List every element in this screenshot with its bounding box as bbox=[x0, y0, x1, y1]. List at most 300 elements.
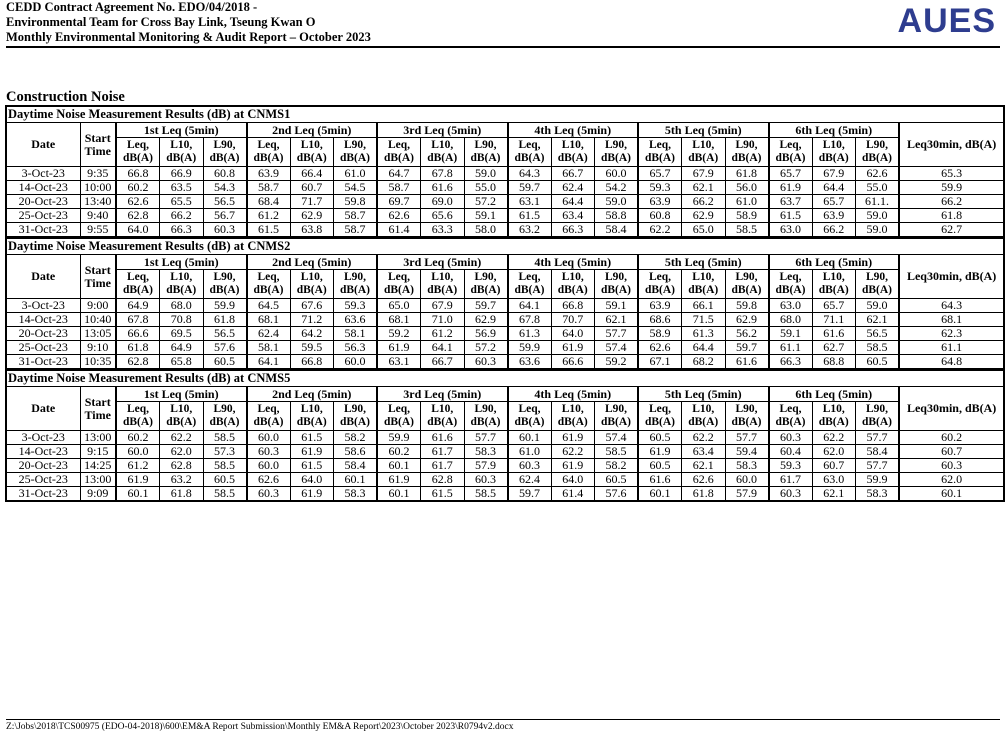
value-cell: 58.5 bbox=[595, 445, 639, 459]
value-cell: 69.5 bbox=[160, 327, 204, 341]
value-cell: 56.3 bbox=[334, 341, 378, 355]
time-cell: 14:25 bbox=[80, 459, 116, 473]
value-cell: 66.2 bbox=[812, 223, 856, 238]
time-cell: 9:09 bbox=[80, 487, 116, 502]
value-cell: 61.7 bbox=[769, 473, 813, 487]
sub-header: L10, dB(A) bbox=[160, 138, 204, 167]
sub-header: L90, dB(A) bbox=[856, 270, 900, 299]
table-row bbox=[6, 327, 1004, 341]
sub-header: L90, dB(A) bbox=[334, 138, 378, 167]
leq30-cell: 64.3 bbox=[899, 299, 1004, 313]
leq-group-header: 1st Leq (5min) bbox=[116, 255, 247, 270]
value-cell: 64.4 bbox=[682, 341, 726, 355]
value-cell: 65.7 bbox=[638, 167, 682, 181]
value-cell: 57.7 bbox=[464, 431, 508, 445]
header-line-3: Monthly Environmental Monitoring & Audit Report – October 2023 bbox=[6, 30, 371, 44]
value-cell: 58.4 bbox=[595, 223, 639, 238]
sub-header: L90, dB(A) bbox=[464, 138, 508, 167]
value-cell: 66.3 bbox=[769, 355, 813, 370]
value-cell: 68.6 bbox=[638, 313, 682, 327]
table-row bbox=[6, 445, 1004, 459]
value-cell: 62.9 bbox=[682, 209, 726, 223]
date-cell: 31-Oct-23 bbox=[6, 223, 80, 238]
date-cell: 31-Oct-23 bbox=[6, 487, 80, 502]
value-cell: 66.3 bbox=[160, 223, 204, 238]
value-cell: 58.5 bbox=[203, 487, 247, 502]
value-cell: 59.9 bbox=[203, 299, 247, 313]
value-cell: 62.4 bbox=[247, 327, 291, 341]
leq-group-header: 3rd Leq (5min) bbox=[377, 387, 508, 402]
value-cell: 61.6 bbox=[638, 473, 682, 487]
value-cell: 61.3 bbox=[508, 327, 552, 341]
value-cell: 67.8 bbox=[116, 313, 160, 327]
value-cell: 58.5 bbox=[203, 431, 247, 445]
leq-group-header: 4th Leq (5min) bbox=[508, 255, 639, 270]
leq30-cell: 60.7 bbox=[899, 445, 1004, 459]
value-cell: 60.8 bbox=[203, 167, 247, 181]
value-cell: 63.1 bbox=[508, 195, 552, 209]
value-cell: 61.5 bbox=[290, 431, 334, 445]
sub-header: Leq, dB(A) bbox=[377, 270, 421, 299]
value-cell: 58.8 bbox=[595, 209, 639, 223]
value-cell: 58.2 bbox=[595, 459, 639, 473]
value-cell: 61.8 bbox=[160, 487, 204, 502]
value-cell: 59.7 bbox=[464, 299, 508, 313]
value-cell: 61.8 bbox=[682, 487, 726, 502]
leq30min-header: Leq30min, dB(A) bbox=[899, 387, 1004, 431]
date-header: Date bbox=[6, 255, 80, 299]
value-cell: 58.0 bbox=[464, 223, 508, 238]
start-time-header: Start Time bbox=[80, 123, 116, 167]
value-cell: 64.9 bbox=[160, 341, 204, 355]
leq30-cell: 62.3 bbox=[899, 327, 1004, 341]
sub-header: Leq, dB(A) bbox=[377, 138, 421, 167]
value-cell: 64.1 bbox=[508, 299, 552, 313]
value-cell: 62.1 bbox=[595, 313, 639, 327]
value-cell: 61.6 bbox=[812, 327, 856, 341]
value-cell: 64.0 bbox=[551, 327, 595, 341]
value-cell: 60.3 bbox=[508, 459, 552, 473]
value-cell: 56.5 bbox=[856, 327, 900, 341]
value-cell: 58.3 bbox=[464, 445, 508, 459]
file-path-footer: Z:\Jobs\2018\TCS00975 (EDO-04-2018)\600\EM&A Report Submission\Monthly EM&A Report\2023\October 2023\R0794v2.docx bbox=[6, 719, 1000, 732]
value-cell: 63.2 bbox=[508, 223, 552, 238]
value-cell: 66.1 bbox=[682, 299, 726, 313]
value-cell: 59.0 bbox=[464, 167, 508, 181]
table-row bbox=[6, 167, 1004, 181]
sub-header: Leq, dB(A) bbox=[638, 138, 682, 167]
leq30-cell: 61.1 bbox=[899, 341, 1004, 355]
value-cell: 70.8 bbox=[160, 313, 204, 327]
value-cell: 61.0 bbox=[334, 167, 378, 181]
sub-header: L10, dB(A) bbox=[421, 402, 465, 431]
value-cell: 68.2 bbox=[682, 355, 726, 370]
leq30min-header: Leq30min, dB(A) bbox=[899, 255, 1004, 299]
table-row bbox=[6, 181, 1004, 195]
value-cell: 62.2 bbox=[682, 431, 726, 445]
value-cell: 61.2 bbox=[421, 327, 465, 341]
leq-group-header: 5th Leq (5min) bbox=[638, 387, 769, 402]
date-cell: 25-Oct-23 bbox=[6, 341, 80, 355]
value-cell: 60.5 bbox=[638, 459, 682, 473]
leq30min-header: Leq30min, dB(A) bbox=[899, 123, 1004, 167]
value-cell: 63.0 bbox=[812, 473, 856, 487]
sub-header: L10, dB(A) bbox=[290, 402, 334, 431]
value-cell: 56.5 bbox=[203, 327, 247, 341]
leq30-cell: 62.7 bbox=[899, 223, 1004, 238]
table-row bbox=[6, 487, 1004, 502]
sub-header: L90, dB(A) bbox=[595, 138, 639, 167]
value-cell: 61.5 bbox=[508, 209, 552, 223]
value-cell: 61.7 bbox=[421, 445, 465, 459]
value-cell: 64.5 bbox=[247, 299, 291, 313]
value-cell: 67.9 bbox=[421, 299, 465, 313]
value-cell: 57.4 bbox=[595, 431, 639, 445]
value-cell: 55.0 bbox=[856, 181, 900, 195]
value-cell: 66.4 bbox=[290, 167, 334, 181]
sub-header: L90, dB(A) bbox=[595, 402, 639, 431]
header-line-1: CEDD Contract Agreement No. EDO/04/2018 - bbox=[6, 0, 258, 14]
value-cell: 62.6 bbox=[116, 195, 160, 209]
sub-header: Leq, dB(A) bbox=[769, 138, 813, 167]
value-cell: 66.8 bbox=[551, 299, 595, 313]
sub-header: L10, dB(A) bbox=[812, 138, 856, 167]
sub-header: L10, dB(A) bbox=[290, 138, 334, 167]
value-cell: 63.2 bbox=[160, 473, 204, 487]
value-cell: 58.9 bbox=[638, 327, 682, 341]
report-header bbox=[6, 0, 371, 45]
value-cell: 68.4 bbox=[247, 195, 291, 209]
header-line-2: Environmental Team for Cross Bay Link, Tseung Kwan O bbox=[6, 15, 316, 29]
value-cell: 63.7 bbox=[769, 195, 813, 209]
value-cell: 61.5 bbox=[247, 223, 291, 238]
sub-header: L10, dB(A) bbox=[160, 402, 204, 431]
value-cell: 60.0 bbox=[247, 459, 291, 473]
value-cell: 59.2 bbox=[377, 327, 421, 341]
value-cell: 71.7 bbox=[290, 195, 334, 209]
value-cell: 62.4 bbox=[551, 181, 595, 195]
value-cell: 57.9 bbox=[464, 459, 508, 473]
value-cell: 57.2 bbox=[464, 341, 508, 355]
value-cell: 61.0 bbox=[725, 195, 769, 209]
value-cell: 64.7 bbox=[377, 167, 421, 181]
value-cell: 60.5 bbox=[638, 431, 682, 445]
table-row bbox=[6, 195, 1004, 209]
value-cell: 68.1 bbox=[247, 313, 291, 327]
value-cell: 61.6 bbox=[725, 355, 769, 370]
value-cell: 64.1 bbox=[421, 341, 465, 355]
value-cell: 57.2 bbox=[464, 195, 508, 209]
value-cell: 59.9 bbox=[856, 473, 900, 487]
value-cell: 64.2 bbox=[290, 327, 334, 341]
sub-header: L90, dB(A) bbox=[334, 402, 378, 431]
value-cell: 60.3 bbox=[247, 445, 291, 459]
sub-header: L10, dB(A) bbox=[421, 138, 465, 167]
time-cell: 13:05 bbox=[80, 327, 116, 341]
value-cell: 60.0 bbox=[116, 445, 160, 459]
value-cell: 66.7 bbox=[421, 355, 465, 370]
sub-header: L90, dB(A) bbox=[203, 270, 247, 299]
leq30-cell: 59.9 bbox=[899, 181, 1004, 195]
value-cell: 61.2 bbox=[116, 459, 160, 473]
value-cell: 60.5 bbox=[203, 355, 247, 370]
table-title: Daytime Noise Measurement Results (dB) at CNMS2 bbox=[6, 238, 1004, 255]
noise-table bbox=[5, 105, 1005, 238]
value-cell: 62.8 bbox=[160, 459, 204, 473]
value-cell: 64.4 bbox=[551, 195, 595, 209]
value-cell: 61.1 bbox=[769, 341, 813, 355]
value-cell: 59.8 bbox=[334, 195, 378, 209]
value-cell: 66.8 bbox=[290, 355, 334, 370]
value-cell: 56.0 bbox=[725, 181, 769, 195]
value-cell: 60.2 bbox=[116, 181, 160, 195]
value-cell: 64.0 bbox=[551, 473, 595, 487]
value-cell: 59.1 bbox=[464, 209, 508, 223]
table-row bbox=[6, 223, 1004, 238]
value-cell: 64.3 bbox=[508, 167, 552, 181]
value-cell: 62.1 bbox=[812, 487, 856, 502]
value-cell: 62.1 bbox=[682, 181, 726, 195]
value-cell: 65.5 bbox=[160, 195, 204, 209]
table-row bbox=[6, 341, 1004, 355]
value-cell: 60.1 bbox=[334, 473, 378, 487]
sub-header: L90, dB(A) bbox=[464, 270, 508, 299]
value-cell: 57.9 bbox=[725, 487, 769, 502]
table-row bbox=[6, 209, 1004, 223]
sub-header: L10, dB(A) bbox=[551, 270, 595, 299]
sub-header: L90, dB(A) bbox=[725, 402, 769, 431]
value-cell: 60.1 bbox=[377, 459, 421, 473]
leq30-cell: 60.3 bbox=[899, 459, 1004, 473]
value-cell: 61.9 bbox=[290, 487, 334, 502]
value-cell: 62.4 bbox=[508, 473, 552, 487]
sub-header: Leq, dB(A) bbox=[377, 402, 421, 431]
value-cell: 64.0 bbox=[116, 223, 160, 238]
value-cell: 67.9 bbox=[812, 167, 856, 181]
value-cell: 54.5 bbox=[334, 181, 378, 195]
sub-header: L10, dB(A) bbox=[290, 270, 334, 299]
start-time-header: Start Time bbox=[80, 255, 116, 299]
sub-header: L90, dB(A) bbox=[334, 270, 378, 299]
sub-header: Leq, dB(A) bbox=[508, 402, 552, 431]
value-cell: 60.7 bbox=[812, 459, 856, 473]
sub-header: Leq, dB(A) bbox=[769, 402, 813, 431]
value-cell: 61.0 bbox=[508, 445, 552, 459]
value-cell: 60.5 bbox=[595, 473, 639, 487]
value-cell: 61.8 bbox=[725, 167, 769, 181]
table-row bbox=[6, 355, 1004, 370]
value-cell: 56.9 bbox=[464, 327, 508, 341]
value-cell: 65.7 bbox=[812, 195, 856, 209]
value-cell: 62.7 bbox=[812, 341, 856, 355]
value-cell: 58.3 bbox=[725, 459, 769, 473]
sub-header: Leq, dB(A) bbox=[638, 402, 682, 431]
value-cell: 62.9 bbox=[725, 313, 769, 327]
value-cell: 57.3 bbox=[203, 445, 247, 459]
value-cell: 62.1 bbox=[856, 313, 900, 327]
table-row bbox=[6, 313, 1004, 327]
sub-header: L90, dB(A) bbox=[203, 402, 247, 431]
value-cell: 65.8 bbox=[160, 355, 204, 370]
value-cell: 56.2 bbox=[725, 327, 769, 341]
value-cell: 59.9 bbox=[377, 431, 421, 445]
value-cell: 62.6 bbox=[638, 341, 682, 355]
leq-group-header: 4th Leq (5min) bbox=[508, 387, 639, 402]
value-cell: 63.9 bbox=[247, 167, 291, 181]
value-cell: 61.4 bbox=[551, 487, 595, 502]
section-title: Construction Noise bbox=[6, 89, 125, 105]
value-cell: 62.8 bbox=[116, 355, 160, 370]
time-cell: 9:10 bbox=[80, 341, 116, 355]
value-cell: 65.6 bbox=[421, 209, 465, 223]
value-cell: 71.2 bbox=[290, 313, 334, 327]
sub-header: L10, dB(A) bbox=[812, 402, 856, 431]
leq-group-header: 5th Leq (5min) bbox=[638, 255, 769, 270]
value-cell: 59.2 bbox=[595, 355, 639, 370]
value-cell: 58.5 bbox=[203, 459, 247, 473]
noise-table bbox=[5, 237, 1005, 370]
sub-header: Leq, dB(A) bbox=[247, 138, 291, 167]
value-cell: 60.5 bbox=[203, 473, 247, 487]
value-cell: 54.3 bbox=[203, 181, 247, 195]
date-cell: 3-Oct-23 bbox=[6, 299, 80, 313]
value-cell: 59.0 bbox=[595, 195, 639, 209]
value-cell: 56.5 bbox=[203, 195, 247, 209]
value-cell: 62.0 bbox=[160, 445, 204, 459]
value-cell: 58.1 bbox=[334, 327, 378, 341]
value-cell: 57.7 bbox=[725, 431, 769, 445]
value-cell: 71.1 bbox=[812, 313, 856, 327]
sub-header: Leq, dB(A) bbox=[508, 138, 552, 167]
date-cell: 20-Oct-23 bbox=[6, 195, 80, 209]
value-cell: 60.2 bbox=[116, 431, 160, 445]
value-cell: 68.8 bbox=[812, 355, 856, 370]
sub-header: Leq, dB(A) bbox=[247, 402, 291, 431]
value-cell: 58.3 bbox=[334, 487, 378, 502]
value-cell: 62.6 bbox=[247, 473, 291, 487]
value-cell: 59.0 bbox=[856, 299, 900, 313]
value-cell: 56.7 bbox=[203, 209, 247, 223]
date-cell: 31-Oct-23 bbox=[6, 355, 80, 370]
value-cell: 62.8 bbox=[116, 209, 160, 223]
value-cell: 58.7 bbox=[247, 181, 291, 195]
value-cell: 61.9 bbox=[769, 181, 813, 195]
noise-tables bbox=[5, 106, 1003, 502]
table-row bbox=[6, 459, 1004, 473]
sub-header: L90, dB(A) bbox=[464, 402, 508, 431]
table-title: Daytime Noise Measurement Results (dB) at CNMS5 bbox=[6, 370, 1004, 387]
value-cell: 63.3 bbox=[421, 223, 465, 238]
value-cell: 59.7 bbox=[508, 487, 552, 502]
leq-group-header: 6th Leq (5min) bbox=[769, 387, 900, 402]
value-cell: 58.1 bbox=[247, 341, 291, 355]
leq30-cell: 62.0 bbox=[899, 473, 1004, 487]
value-cell: 62.2 bbox=[160, 431, 204, 445]
table-row bbox=[6, 299, 1004, 313]
value-cell: 60.3 bbox=[769, 487, 813, 502]
sub-header: L10, dB(A) bbox=[160, 270, 204, 299]
date-cell: 14-Oct-23 bbox=[6, 313, 80, 327]
value-cell: 58.3 bbox=[856, 487, 900, 502]
leq-group-header: 3rd Leq (5min) bbox=[377, 123, 508, 138]
value-cell: 59.9 bbox=[508, 341, 552, 355]
leq-group-header: 6th Leq (5min) bbox=[769, 123, 900, 138]
value-cell: 65.7 bbox=[769, 167, 813, 181]
value-cell: 61.8 bbox=[116, 341, 160, 355]
value-cell: 67.9 bbox=[682, 167, 726, 181]
value-cell: 58.6 bbox=[334, 445, 378, 459]
value-cell: 58.5 bbox=[725, 223, 769, 238]
sub-header: L10, dB(A) bbox=[682, 138, 726, 167]
date-cell: 25-Oct-23 bbox=[6, 209, 80, 223]
value-cell: 60.3 bbox=[464, 473, 508, 487]
value-cell: 65.7 bbox=[812, 299, 856, 313]
time-cell: 13:40 bbox=[80, 195, 116, 209]
noise-table bbox=[5, 369, 1005, 502]
sub-header: L10, dB(A) bbox=[812, 270, 856, 299]
value-cell: 59.8 bbox=[725, 299, 769, 313]
value-cell: 63.6 bbox=[334, 313, 378, 327]
value-cell: 61.5 bbox=[769, 209, 813, 223]
value-cell: 61.6 bbox=[421, 431, 465, 445]
date-cell: 14-Oct-23 bbox=[6, 181, 80, 195]
value-cell: 62.8 bbox=[421, 473, 465, 487]
value-cell: 68.0 bbox=[160, 299, 204, 313]
leq-group-header: 1st Leq (5min) bbox=[116, 387, 247, 402]
value-cell: 67.8 bbox=[421, 167, 465, 181]
sub-header: Leq, dB(A) bbox=[247, 270, 291, 299]
value-cell: 59.4 bbox=[725, 445, 769, 459]
value-cell: 60.1 bbox=[377, 487, 421, 502]
leq30-cell: 68.1 bbox=[899, 313, 1004, 327]
table-title: Daytime Noise Measurement Results (dB) at CNMS1 bbox=[6, 106, 1004, 123]
value-cell: 61.9 bbox=[551, 459, 595, 473]
sub-header: L90, dB(A) bbox=[203, 138, 247, 167]
value-cell: 63.0 bbox=[769, 223, 813, 238]
value-cell: 61.4 bbox=[377, 223, 421, 238]
leq30-cell: 66.2 bbox=[899, 195, 1004, 209]
value-cell: 61.7 bbox=[421, 459, 465, 473]
date-cell: 25-Oct-23 bbox=[6, 473, 80, 487]
value-cell: 64.0 bbox=[290, 473, 334, 487]
value-cell: 61.9 bbox=[638, 445, 682, 459]
value-cell: 61.9 bbox=[551, 341, 595, 355]
table-row bbox=[6, 473, 1004, 487]
date-cell: 20-Oct-23 bbox=[6, 459, 80, 473]
time-cell: 13:00 bbox=[80, 431, 116, 445]
value-cell: 63.8 bbox=[290, 223, 334, 238]
value-cell: 62.2 bbox=[812, 431, 856, 445]
value-cell: 66.7 bbox=[551, 167, 595, 181]
value-cell: 59.3 bbox=[334, 299, 378, 313]
value-cell: 57.7 bbox=[856, 459, 900, 473]
value-cell: 63.6 bbox=[508, 355, 552, 370]
value-cell: 60.3 bbox=[769, 431, 813, 445]
value-cell: 61.9 bbox=[377, 473, 421, 487]
date-header: Date bbox=[6, 387, 80, 431]
value-cell: 66.3 bbox=[551, 223, 595, 238]
sub-header: L10, dB(A) bbox=[682, 402, 726, 431]
value-cell: 61.6 bbox=[421, 181, 465, 195]
value-cell: 60.3 bbox=[247, 487, 291, 502]
leq30-cell: 64.8 bbox=[899, 355, 1004, 370]
value-cell: 60.3 bbox=[203, 223, 247, 238]
value-cell: 69.7 bbox=[377, 195, 421, 209]
value-cell: 69.0 bbox=[421, 195, 465, 209]
value-cell: 61.9 bbox=[290, 445, 334, 459]
sub-header: Leq, dB(A) bbox=[116, 402, 160, 431]
time-cell: 10:35 bbox=[80, 355, 116, 370]
